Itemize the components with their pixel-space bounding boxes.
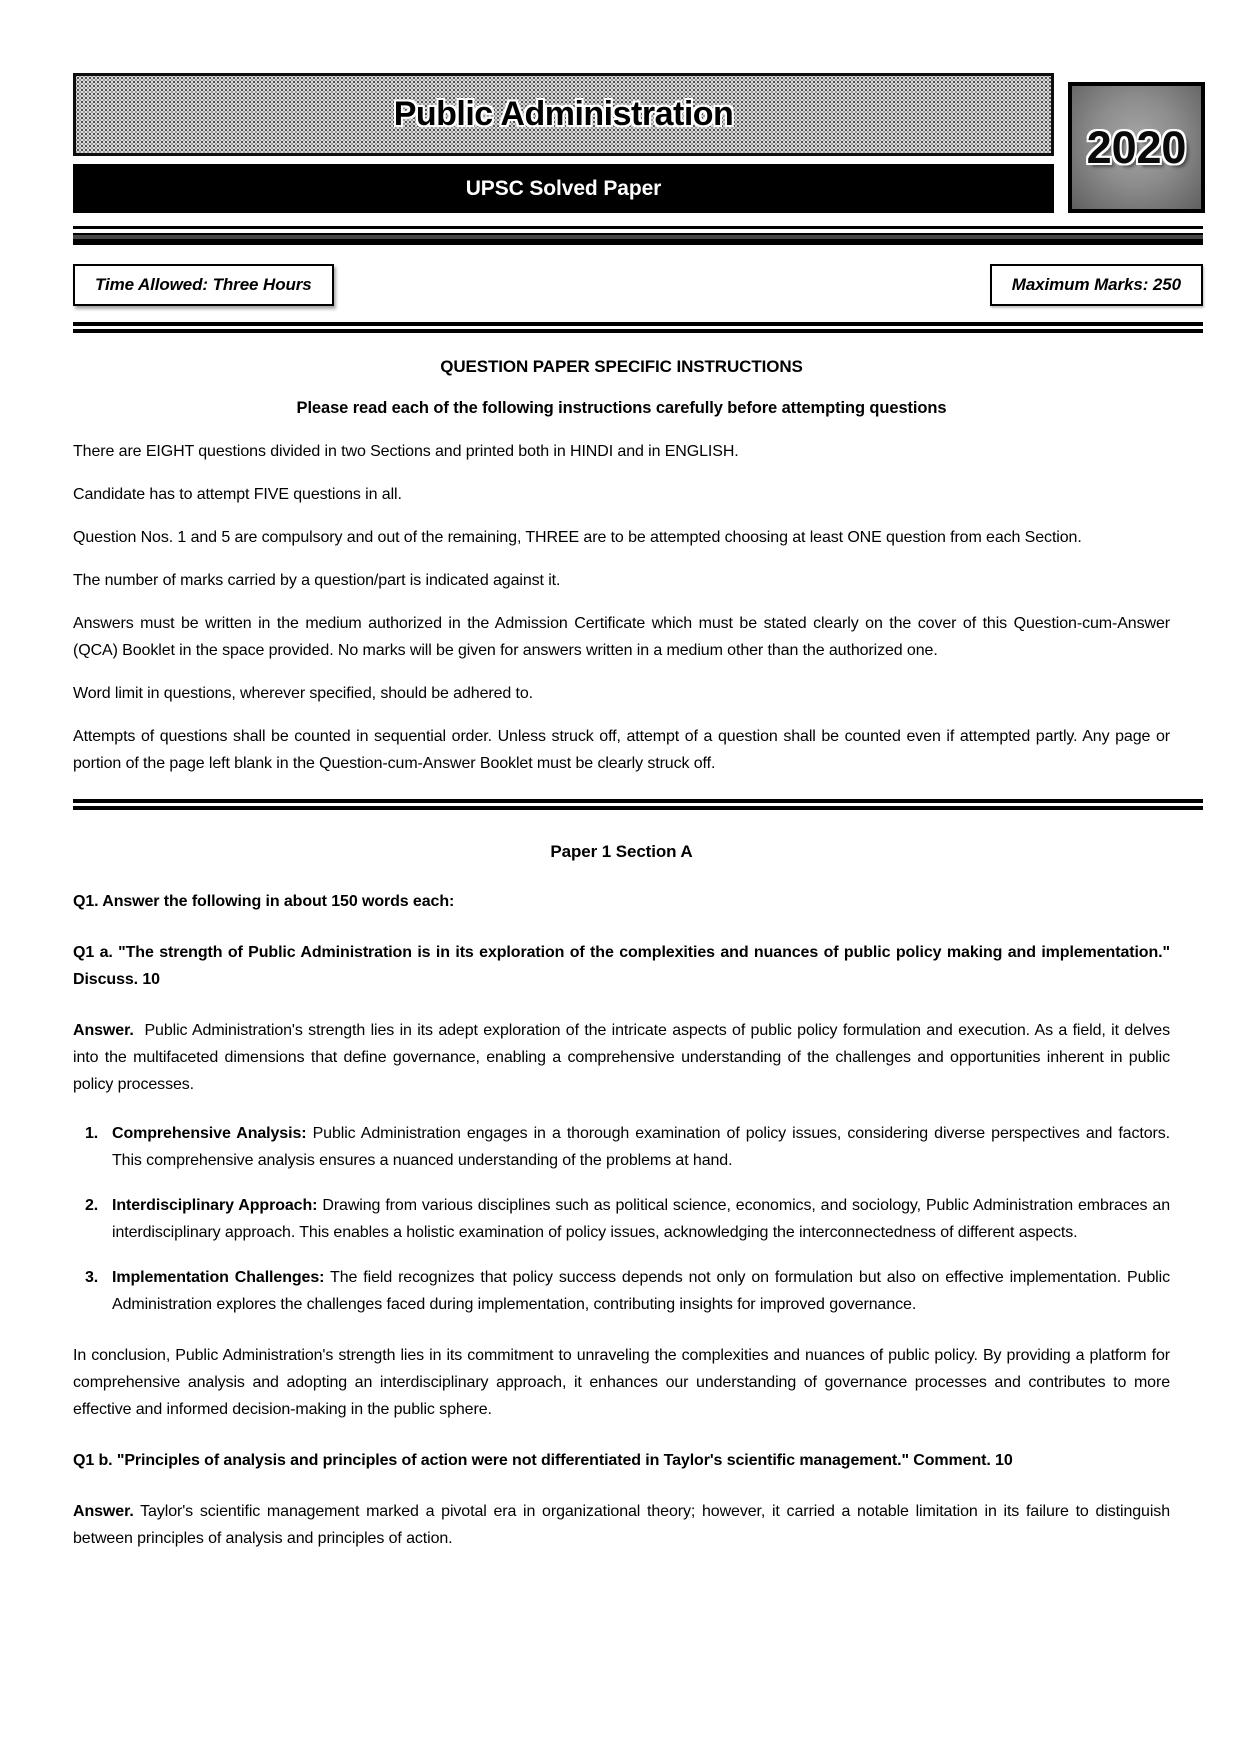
- title-banner: [73, 73, 1054, 156]
- list-item-body: [112, 1120, 1170, 1174]
- list-item-term: Comprehensive Analysis:: [112, 1125, 307, 1142]
- header-left-column: [73, 73, 1054, 213]
- list-item-number: 3.: [85, 1269, 99, 1286]
- list-item: [73, 1120, 1170, 1174]
- list-item-text: Drawing from various disciplines such as political science, economics, and sociology, Public Administration embraces an interdisciplinary approach. This enables a holistic examination of policy issues, acknowledging the interconnectedness of different aspects.: [112, 1197, 1170, 1241]
- list-item-term: Interdisciplinary Approach:: [112, 1197, 318, 1214]
- ridge-divider: [73, 226, 1203, 245]
- q1b-answer: [73, 1498, 1170, 1552]
- document-page: [73, 0, 1205, 1552]
- q1a-answer-intro-text: Public Administration's strength lies in its adept exploration of the intricate aspects of public policy formulation and execution. As a field, it delves into the multifaceted dimensions that define governance, enabling a comprehensive understanding of the challenges and opportunities inherent in public policy processes.: [73, 1022, 1171, 1093]
- section-column: [73, 842, 1170, 1552]
- list-item-body: [112, 1192, 1170, 1246]
- paper-header: [73, 73, 1205, 213]
- instruction-paragraph: The number of marks carried by a question/part is indicated against it.: [73, 572, 561, 589]
- instruction-paragraph: Answers must be written in the medium authorized in the Admission Certificate which must be stated clearly on the cover of this Question-cum-Answer (QCA) Booklet in the space provided. No marks will be given for answers written in a medium other than the authorized one.: [73, 615, 1170, 659]
- year-badge: [1068, 82, 1205, 213]
- year-label: 2020: [1086, 121, 1187, 173]
- list-item-body: [112, 1264, 1170, 1318]
- instruction-paragraph: There are EIGHT questions divided in two Sections and printed both in HINDI and in ENGLISH.: [73, 443, 739, 460]
- list-item-text: The field recognizes that policy success depends not only on formulation but also on effective implementation. Public Administration explores the challenges faced during implementation, contributing insights for improved governance.: [112, 1269, 1170, 1313]
- q1-intro: Q1. Answer the following in about 150 words each:: [73, 893, 455, 910]
- paper-title: Public Administration: [393, 95, 734, 133]
- instruction-paragraph: Candidate has to attempt FIVE questions in all.: [73, 486, 402, 503]
- section-heading: Paper 1 Section A: [550, 842, 693, 861]
- instruction-paragraph: Attempts of questions shall be counted in sequential order. Unless struck off, attempt of a question shall be counted even if attempted partly. Any page or portion of the page left blank in the Question-cum-Answer Booklet must be clearly struck off.: [73, 728, 1170, 772]
- list-item-number: 1.: [85, 1125, 99, 1142]
- subtitle-banner: [73, 164, 1054, 213]
- q1b-answer-label: Answer.: [73, 1503, 134, 1520]
- list-item-term: Implementation Challenges:: [112, 1269, 325, 1286]
- instructions-heading: QUESTION PAPER SPECIFIC INSTRUCTIONS: [440, 357, 803, 376]
- maximum-marks-box: Maximum Marks: 250: [990, 264, 1203, 306]
- instructions-subheading: Please read each of the following instructions carefully before attempting questions: [296, 399, 947, 417]
- q1a-conclusion: In conclusion, Public Administration's strength lies in its commitment to unraveling the complexities and nuances of public policy. By providing a platform for comprehensive analysis and adopting an interdisciplinary approach, it enhances our understanding of governance processes and contributes to more effective and informed decision-making in the public sphere.: [73, 1347, 1170, 1418]
- content-column: [73, 357, 1170, 777]
- q1a-answer-label: Answer.: [73, 1022, 134, 1039]
- q1b-question: Q1 b. "Principles of analysis and principles of action were not differentiated in Taylor's scientific management." Comment. 10: [73, 1452, 1013, 1469]
- list-item: [73, 1192, 1170, 1246]
- list-item: [73, 1264, 1170, 1318]
- double-divider-section: [73, 799, 1203, 810]
- list-item-text: Public Administration engages in a thorough examination of policy issues, considering diverse perspectives and factors. This comprehensive analysis ensures a nuanced understanding of the problems at hand.: [112, 1125, 1170, 1169]
- time-allowed-box: Time Allowed: Three Hours: [73, 264, 334, 306]
- list-item-number: 2.: [85, 1197, 99, 1214]
- q1a-answer-intro: [73, 1017, 1170, 1098]
- paper-subtitle: UPSC Solved Paper: [465, 176, 662, 200]
- instruction-paragraph: Word limit in questions, wherever specified, should be adhered to.: [73, 685, 534, 702]
- q1b-answer-text: Taylor's scientific management marked a pivotal era in organizational theory; however, it carried a notable limitation in its failure to distinguish between principles of analysis and principles of action.: [73, 1503, 1170, 1547]
- q1a-points-list: [73, 1120, 1170, 1318]
- double-divider-top: [73, 322, 1203, 333]
- q1a-question: Q1 a. "The strength of Public Administration is in its exploration of the complexities and nuances of public policy making and implementation." Discuss. 10: [73, 944, 1170, 988]
- exam-meta-row: [73, 264, 1203, 306]
- instruction-paragraph: Question Nos. 1 and 5 are compulsory and out of the remaining, THREE are to be attempted choosing at least ONE question from each Section.: [73, 529, 1082, 546]
